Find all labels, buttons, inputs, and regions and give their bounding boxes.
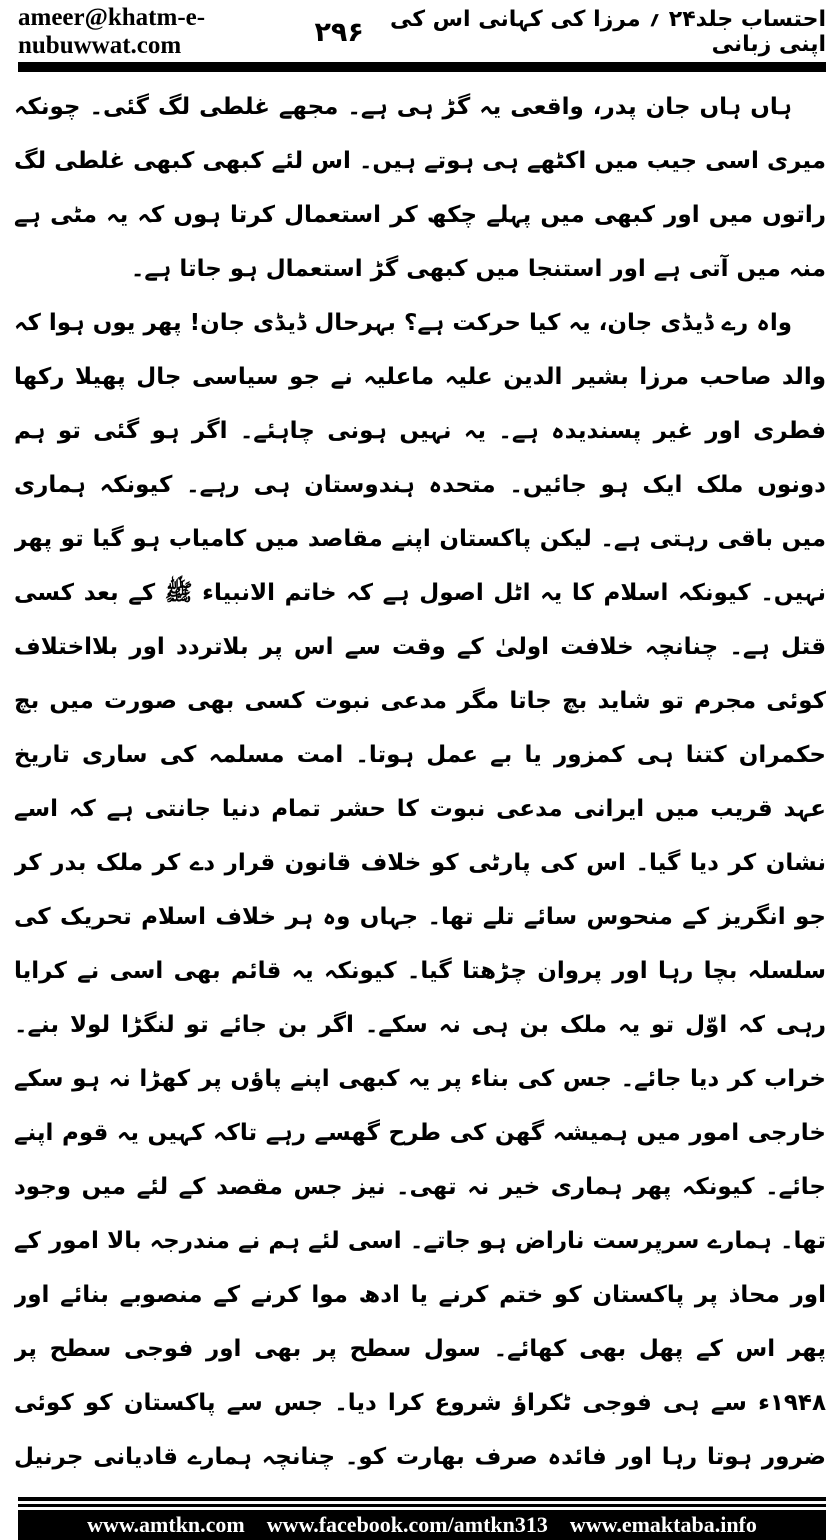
text-line: کوئی مجرم تو شاید بچ جاتا مگر مدعی نبوت کسی بھی صورت میں بچ (14, 688, 826, 714)
header-email: ameer@khatm-e-nubuwwat.com (18, 4, 206, 59)
text-line: نشان کر دیا گیا۔ اس کی پارٹی کو خلاف قانون قرار دے کر ملک بدر کر (14, 850, 826, 876)
page-header (18, 4, 826, 59)
text-line: دونوں ملک ایک ہو جائیں۔ متحدہ ہندوستان ہی رہے۔ کیونکہ ہماری (14, 472, 826, 498)
text-line: اور محاذ پر پاکستان کو ختم کرنے یا ادھ موا کرنے کے منصوبے بنائے اور (14, 1282, 826, 1308)
text-line: ۱۹۴۸ء سے ہی فوجی ٹکراؤ شروع کرا دیا۔ جس سے پاکستان کو کوئی (14, 1390, 826, 1416)
footer-link[interactable]: www.amtkn.com (87, 1512, 245, 1537)
header-rule (18, 62, 826, 72)
footer-link[interactable]: www.emaktaba.info (569, 1512, 757, 1537)
page-footer (18, 1510, 826, 1540)
text-line: نہیں۔ کیونکہ اسلام کا یہ اٹل اصول ہے کہ خاتم الانبیاء ﷺ کے بعد کسی (14, 580, 826, 606)
text-line: ضرور ہوتا رہا اور فائدہ صرف بھارت کو۔ چنانچہ ہمارے قادیانی جرنیل (14, 1444, 826, 1470)
page-number: ۲۹۶ (314, 16, 364, 48)
text-line: فطری اور غیر پسندیدہ ہے۔ یہ نہیں ہونی چاہئے۔ اگر ہو گئی تو ہم (14, 418, 826, 444)
text-line: عہد قریب میں ایرانی مدعی نبوت کا حشر تمام دنیا جانتی ہے کہ اسے (14, 796, 826, 822)
text-line: والد صاحب مرزا بشیر الدین علیہ ماعلیہ نے جو سیاسی جال پھیلا رکھا (14, 364, 826, 390)
text-line: سلسلہ بچا رہا اور پروان چڑھتا گیا۔ کیونکہ یہ قائم بھی اسی نے کرایا (14, 958, 826, 984)
text-line: جائے۔ کیونکہ پھر ہماری خیر نہ تھی۔ نیز جس مقصد کے لئے میں وجود (14, 1174, 826, 1200)
footer-rule (18, 1497, 826, 1501)
book-title: احتساب جلد۲۴ ؍ مرزا کی کہانی اس کی اپنی زبانی (389, 7, 826, 57)
text-line: واہ رے ڈیڈی جان، یہ کیا حرکت ہے؟ بہرحال ڈیڈی جان! پھر یوں ہوا کہ (14, 310, 792, 336)
footer-link[interactable]: www.facebook.com/amtkn313 (266, 1512, 548, 1537)
footer-rule (18, 1504, 826, 1507)
text-line: منہ میں آتی ہے اور استنجا میں کبھی گڑ استعمال ہو جاتا ہے۔ (130, 256, 826, 282)
text-line: راتوں میں اور کبھی میں پہلے چکھ کر استعمال کرتا ہوں کہ یہ مٹی ہے (14, 202, 826, 228)
text-line: ہاں ہاں جان پدر، واقعی یہ گڑ ہی ہے۔ مجھے غلطی لگ گئی۔ چونکہ (14, 94, 792, 120)
text-line: میں باقی رہتی ہے۔ لیکن پاکستان اپنے مقاصد میں کامیاب ہو گیا تو پھر (14, 526, 826, 552)
page-body (14, 80, 826, 1484)
text-line: خراب کر دیا جائے۔ جس کی بناء پر یہ کبھی اپنے پاؤں پر کھڑا نہ ہو سکے (14, 1066, 826, 1092)
text-line: جو انگریز کے منحوس سائے تلے تھا۔ جہاں وہ ہر خلاف اسلام تحریک کی (14, 904, 826, 930)
text-line: قتل ہے۔ چنانچہ خلافت اولیٰ کے وقت سے اس پر بلاتردد اور بلااختلاف (14, 634, 826, 660)
text-line: پھر اس کے پھل بھی کھائے۔ سول سطح پر بھی اور فوجی سطح پر (14, 1336, 826, 1362)
text-line: خارجی امور میں ہمیشہ گھن کی طرح گھسے رہے تاکہ کہیں یہ قوم اپنے (14, 1120, 826, 1146)
text-line: حکمران کتنا ہی کمزور یا بے عمل ہوتا۔ امت مسلمہ کی ساری تاریخ (14, 742, 826, 768)
text-line: تھا۔ ہمارے سرپرست ناراض ہو جاتے۔ اسی لئے ہم نے مندرجہ بالا امور کے (14, 1228, 826, 1254)
text-line: رہی کہ اوّل تو یہ ملک بن ہی نہ سکے۔ اگر بن جائے تو لنگڑا لولا بنے۔ (14, 1012, 826, 1038)
text-line: میری اسی جیب میں اکٹھے ہی ہوتے ہیں۔ اس لئے کبھی کبھی غلطی لگ (14, 148, 826, 174)
header-left (18, 4, 364, 60)
